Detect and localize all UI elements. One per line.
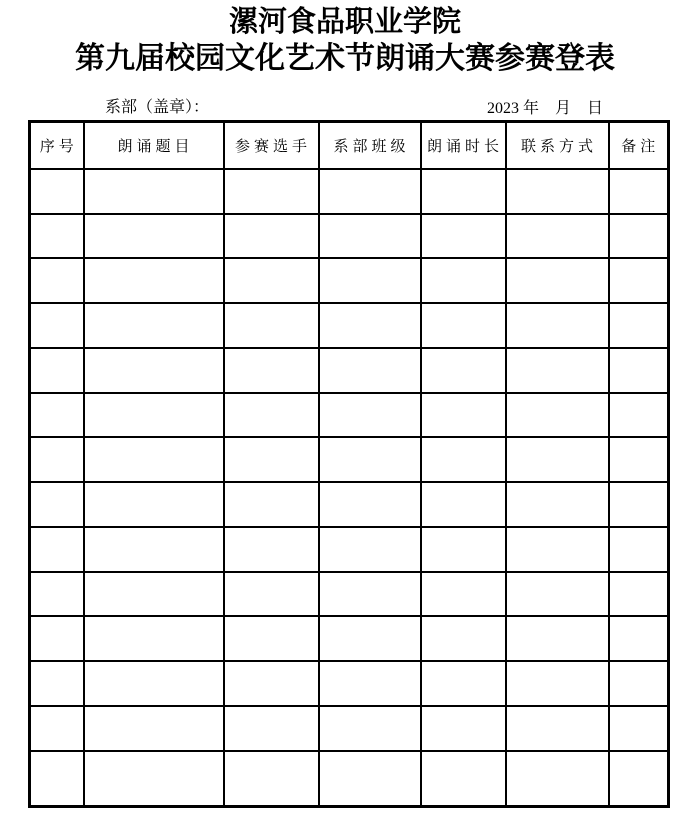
cell-remarks-row-11 (609, 616, 669, 661)
cell-department-class-row-11 (319, 616, 421, 661)
cell-duration-row-4 (421, 303, 506, 348)
column-header-recitation-title: 朗诵题目 (84, 122, 224, 170)
table-row-5 (30, 348, 669, 393)
column-header-department-class: 系部班级 (319, 122, 421, 170)
cell-recitation-title-row-13 (84, 706, 224, 751)
cell-duration-row-1 (421, 169, 506, 214)
cell-recitation-title-row-3 (84, 258, 224, 303)
cell-duration-row-2 (421, 214, 506, 259)
cell-contestant-row-4 (224, 303, 319, 348)
cell-remarks-row-14 (609, 751, 669, 807)
cell-contact-row-3 (506, 258, 609, 303)
table-header-row (30, 122, 669, 170)
cell-contestant-row-9 (224, 527, 319, 572)
cell-serial-number-row-3 (30, 258, 84, 303)
cell-contact-row-13 (506, 706, 609, 751)
cell-department-class-row-9 (319, 527, 421, 572)
document-title-line2: 第九届校园文化艺术节朗诵大赛参赛登表 (75, 42, 615, 75)
cell-contact-row-6 (506, 393, 609, 438)
cell-department-class-row-3 (319, 258, 421, 303)
cell-contestant-row-2 (224, 214, 319, 259)
cell-contact-row-11 (506, 616, 609, 661)
registration-table (28, 120, 670, 808)
cell-contact-row-8 (506, 482, 609, 527)
cell-contestant-row-11 (224, 616, 319, 661)
cell-duration-row-7 (421, 437, 506, 482)
cell-department-class-row-12 (319, 661, 421, 706)
cell-contact-row-7 (506, 437, 609, 482)
cell-remarks-row-7 (609, 437, 669, 482)
cell-duration-row-11 (421, 616, 506, 661)
cell-remarks-row-1 (609, 169, 669, 214)
cell-contestant-row-10 (224, 572, 319, 617)
table-row-13 (30, 706, 669, 751)
cell-remarks-row-12 (609, 661, 669, 706)
table-body (30, 169, 669, 807)
cell-serial-number-row-7 (30, 437, 84, 482)
cell-remarks-row-9 (609, 527, 669, 572)
table-row-4 (30, 303, 669, 348)
cell-remarks-row-10 (609, 572, 669, 617)
cell-serial-number-row-12 (30, 661, 84, 706)
cell-duration-row-14 (421, 751, 506, 807)
cell-serial-number-row-14 (30, 751, 84, 807)
cell-remarks-row-3 (609, 258, 669, 303)
cell-department-class-row-6 (319, 393, 421, 438)
cell-contestant-row-12 (224, 661, 319, 706)
table-row-1 (30, 169, 669, 214)
column-header-serial-number: 序号 (30, 122, 84, 170)
cell-recitation-title-row-5 (84, 348, 224, 393)
column-header-duration: 朗诵时长 (421, 122, 506, 170)
cell-duration-row-13 (421, 706, 506, 751)
cell-department-class-row-14 (319, 751, 421, 807)
cell-remarks-row-5 (609, 348, 669, 393)
cell-recitation-title-row-10 (84, 572, 224, 617)
cell-recitation-title-row-4 (84, 303, 224, 348)
cell-contestant-row-1 (224, 169, 319, 214)
cell-remarks-row-2 (609, 214, 669, 259)
cell-contestant-row-14 (224, 751, 319, 807)
cell-contestant-row-5 (224, 348, 319, 393)
cell-contact-row-4 (506, 303, 609, 348)
cell-department-class-row-7 (319, 437, 421, 482)
table-row-14 (30, 751, 669, 807)
cell-recitation-title-row-2 (84, 214, 224, 259)
department-seal-label: 系部（盖章）： (105, 99, 210, 116)
cell-duration-row-5 (421, 348, 506, 393)
cell-contact-row-10 (506, 572, 609, 617)
table-row-7 (30, 437, 669, 482)
cell-remarks-row-13 (609, 706, 669, 751)
cell-contact-row-9 (506, 527, 609, 572)
cell-recitation-title-row-8 (84, 482, 224, 527)
table-row-3 (30, 258, 669, 303)
cell-recitation-title-row-1 (84, 169, 224, 214)
cell-department-class-row-10 (319, 572, 421, 617)
cell-recitation-title-row-11 (84, 616, 224, 661)
cell-duration-row-10 (421, 572, 506, 617)
date-label: 2023 年 月 日 (487, 100, 604, 117)
cell-contact-row-14 (506, 751, 609, 807)
cell-duration-row-9 (421, 527, 506, 572)
table-row-2 (30, 214, 669, 259)
table-row-12 (30, 661, 669, 706)
cell-contestant-row-8 (224, 482, 319, 527)
cell-serial-number-row-6 (30, 393, 84, 438)
column-header-remarks: 备注 (609, 122, 669, 170)
cell-department-class-row-1 (319, 169, 421, 214)
cell-contestant-row-3 (224, 258, 319, 303)
table-row-8 (30, 482, 669, 527)
cell-duration-row-3 (421, 258, 506, 303)
cell-serial-number-row-2 (30, 214, 84, 259)
table-row-6 (30, 393, 669, 438)
cell-duration-row-6 (421, 393, 506, 438)
cell-recitation-title-row-6 (84, 393, 224, 438)
cell-serial-number-row-5 (30, 348, 84, 393)
cell-recitation-title-row-7 (84, 437, 224, 482)
column-header-contact: 联系方式 (506, 122, 609, 170)
cell-serial-number-row-11 (30, 616, 84, 661)
cell-department-class-row-5 (319, 348, 421, 393)
cell-contact-row-1 (506, 169, 609, 214)
cell-recitation-title-row-9 (84, 527, 224, 572)
cell-department-class-row-2 (319, 214, 421, 259)
table-row-9 (30, 527, 669, 572)
cell-duration-row-8 (421, 482, 506, 527)
cell-contestant-row-6 (224, 393, 319, 438)
cell-serial-number-row-13 (30, 706, 84, 751)
cell-duration-row-12 (421, 661, 506, 706)
cell-serial-number-row-1 (30, 169, 84, 214)
cell-recitation-title-row-12 (84, 661, 224, 706)
table-row-11 (30, 616, 669, 661)
cell-contact-row-5 (506, 348, 609, 393)
cell-department-class-row-4 (319, 303, 421, 348)
column-header-contestant: 参赛选手 (224, 122, 319, 170)
cell-remarks-row-4 (609, 303, 669, 348)
cell-serial-number-row-4 (30, 303, 84, 348)
cell-department-class-row-8 (319, 482, 421, 527)
cell-remarks-row-6 (609, 393, 669, 438)
cell-remarks-row-8 (609, 482, 669, 527)
document-title-line1: 漯河食品职业学院 (228, 6, 461, 38)
cell-contestant-row-7 (224, 437, 319, 482)
table-row-10 (30, 572, 669, 617)
cell-serial-number-row-8 (30, 482, 84, 527)
cell-recitation-title-row-14 (84, 751, 224, 807)
cell-contestant-row-13 (224, 706, 319, 751)
cell-contact-row-12 (506, 661, 609, 706)
cell-serial-number-row-9 (30, 527, 84, 572)
cell-contact-row-2 (506, 214, 609, 259)
cell-department-class-row-13 (319, 706, 421, 751)
cell-serial-number-row-10 (30, 572, 84, 617)
